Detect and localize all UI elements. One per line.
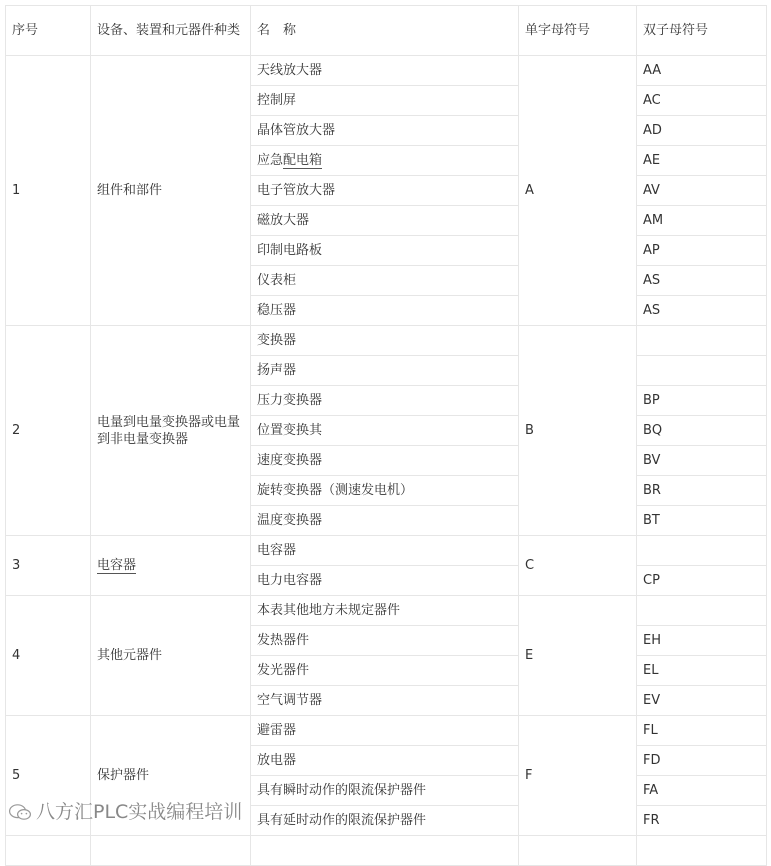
name-cell (251, 116, 519, 146)
double-letter-symbol (637, 836, 767, 866)
name-cell (251, 326, 519, 356)
name-cell (251, 686, 519, 716)
column-header: 双子母符号 (637, 6, 767, 56)
single-letter-symbol: B (519, 326, 637, 536)
name-cell (251, 176, 519, 206)
table-row (6, 716, 767, 746)
item-name: 具有瞬时动作的限流保护器件 (257, 783, 427, 798)
double-letter-symbol: BR (637, 476, 767, 506)
double-letter-symbol: AE (637, 146, 767, 176)
item-name: 电力电容器 (257, 573, 323, 588)
item-name: 温度变换器 (257, 513, 323, 528)
double-letter-symbol (637, 326, 767, 356)
category-link[interactable]: 电容器 (97, 558, 137, 573)
double-letter-symbol: FD (637, 746, 767, 776)
name-cell (251, 806, 519, 836)
double-letter-symbol (637, 596, 767, 626)
item-name: 具有延时动作的限流保护器件 (257, 813, 427, 828)
double-letter-symbol: FA (637, 776, 767, 806)
name-cell (251, 236, 519, 266)
name-cell (251, 716, 519, 746)
symbol-table (5, 5, 767, 866)
item-name: 仪表柜 (257, 273, 297, 288)
item-name: 避雷器 (257, 723, 297, 738)
table-row (6, 836, 767, 866)
name-cell (251, 836, 519, 866)
double-letter-symbol: AS (637, 266, 767, 296)
double-letter-symbol (637, 356, 767, 386)
column-header: 设备、装置和元器件种类 (91, 6, 251, 56)
double-letter-symbol: EV (637, 686, 767, 716)
name-cell (251, 476, 519, 506)
name-cell (251, 146, 519, 176)
name-cell (251, 86, 519, 116)
double-letter-symbol: FL (637, 716, 767, 746)
name-cell (251, 656, 519, 686)
serial-number: 2 (6, 326, 91, 536)
category-cell: 组件和部件 (91, 56, 251, 326)
item-name: 扬声器 (257, 363, 297, 378)
serial-number: 4 (6, 596, 91, 716)
serial-number-empty (6, 836, 91, 866)
item-name: 位置变换其 (257, 423, 323, 438)
double-letter-symbol: EL (637, 656, 767, 686)
name-cell (251, 206, 519, 236)
serial-number: 3 (6, 536, 91, 596)
double-letter-symbol: AA (637, 56, 767, 86)
item-name: 稳压器 (257, 303, 297, 318)
single-letter-symbol: A (519, 56, 637, 326)
name-cell (251, 356, 519, 386)
watermark: 八方汇PLC实战编程培训 (8, 800, 242, 824)
category-cell: 电量到电量变换器或电量到非电量变换器 (91, 326, 251, 536)
table-row (6, 326, 767, 356)
serial-number: 1 (6, 56, 91, 326)
double-letter-symbol: AD (637, 116, 767, 146)
name-cell (251, 266, 519, 296)
single-letter-symbol: E (519, 596, 637, 716)
double-letter-symbol: FR (637, 806, 767, 836)
name-cell (251, 386, 519, 416)
category-cell (91, 536, 251, 596)
column-header: 序号 (6, 6, 91, 56)
name-cell (251, 746, 519, 776)
item-name: 控制屏 (257, 93, 297, 108)
name-cell (251, 626, 519, 656)
single-letter-symbol: F (519, 716, 637, 836)
category-cell: 其他元器件 (91, 596, 251, 716)
double-letter-symbol: BV (637, 446, 767, 476)
double-letter-symbol: CP (637, 566, 767, 596)
item-name: 磁放大器 (257, 213, 310, 228)
name-cell (251, 446, 519, 476)
item-name: 晶体管放大器 (257, 123, 336, 138)
single-letter-symbol-empty (519, 836, 637, 866)
item-name: 发光器件 (257, 663, 310, 678)
name-cell (251, 506, 519, 536)
item-name: 电容器 (257, 543, 297, 558)
item-name: 应急 (257, 153, 284, 168)
item-name: 空气调节器 (257, 693, 323, 708)
column-header: 名 称 (251, 6, 519, 56)
item-name: 变换器 (257, 333, 297, 348)
name-cell (251, 56, 519, 86)
serial-number: 5 (6, 716, 91, 836)
item-name: 发热器件 (257, 633, 310, 648)
table-row (6, 536, 767, 566)
column-header: 单字母符号 (519, 6, 637, 56)
item-name: 天线放大器 (257, 63, 323, 78)
header-row (6, 6, 767, 56)
double-letter-symbol: AS (637, 296, 767, 326)
wechat-icon (8, 802, 32, 822)
item-link[interactable]: 配电箱 (283, 153, 323, 168)
name-cell (251, 536, 519, 566)
double-letter-symbol: BP (637, 386, 767, 416)
double-letter-symbol: AV (637, 176, 767, 206)
name-cell (251, 596, 519, 626)
double-letter-symbol: BT (637, 506, 767, 536)
double-letter-symbol: EH (637, 626, 767, 656)
name-cell (251, 296, 519, 326)
table-row (6, 56, 767, 86)
double-letter-symbol: AC (637, 86, 767, 116)
item-name: 速度变换器 (257, 453, 323, 468)
item-name: 旋转变换器（测速发电机） (257, 483, 414, 498)
double-letter-symbol (637, 536, 767, 566)
item-name: 电子管放大器 (257, 183, 336, 198)
name-cell (251, 566, 519, 596)
name-cell (251, 776, 519, 806)
double-letter-symbol: BQ (637, 416, 767, 446)
single-letter-symbol: C (519, 536, 637, 596)
name-cell (251, 416, 519, 446)
table-row (6, 596, 767, 626)
item-name: 压力变换器 (257, 393, 323, 408)
double-letter-symbol: AM (637, 206, 767, 236)
item-name: 本表其他地方未规定器件 (257, 603, 401, 618)
category-cell: 保护器件 (91, 716, 251, 836)
double-letter-symbol: AP (637, 236, 767, 266)
item-name: 印制电路板 (257, 243, 323, 258)
item-name: 放电器 (257, 753, 297, 768)
category-cell-empty (91, 836, 251, 866)
